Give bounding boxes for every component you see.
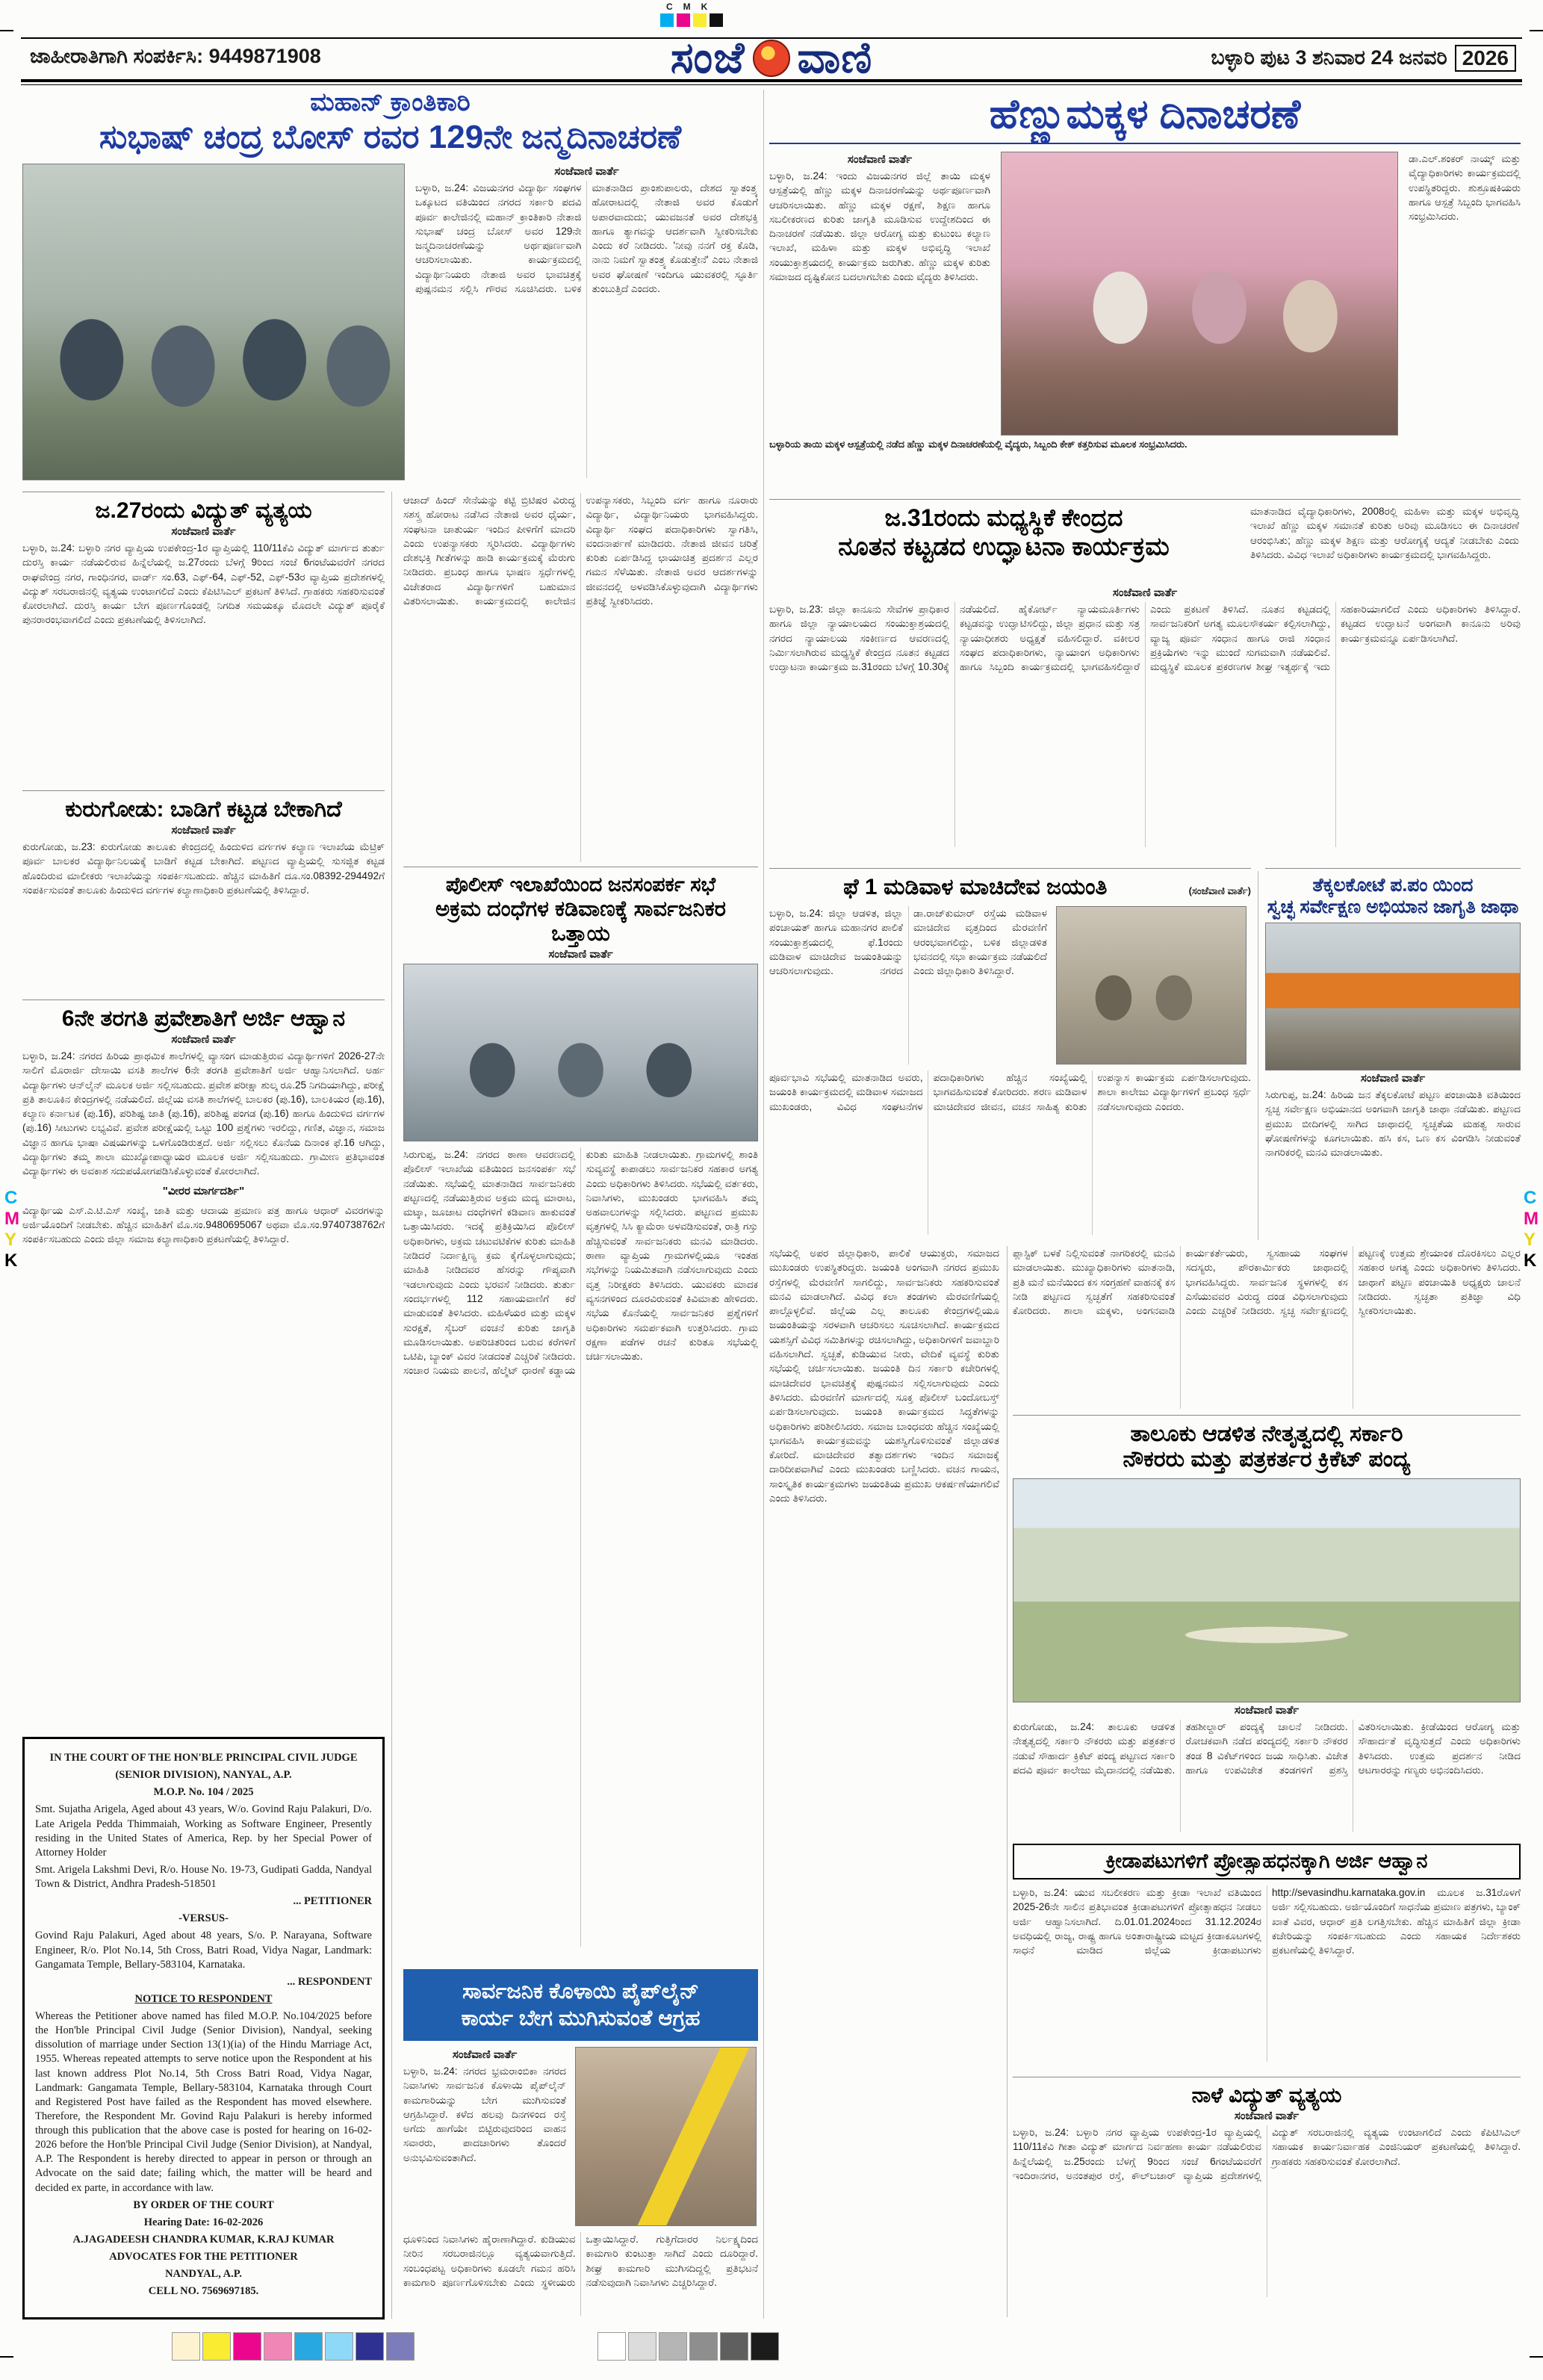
court-versus: -VERSUS-: [178, 1912, 229, 1925]
court-advocates-2: ADVOCATES FOR THE PETITIONER: [109, 2251, 298, 2263]
article-pipeline-title2: ಕಾರ್ಯ ಬೇಗ ಮುಗಿಸುವಂತೆ ಆಗ್ರಹ: [461, 2006, 701, 2030]
edition-year: 2026: [1455, 45, 1516, 72]
article-jan31-title1: ಜ.31ರಂದು ಮಧ್ಯಸ್ಥಿಕೆ ಕೇಂದ್ರದ: [884, 504, 1123, 531]
court-notice: [22, 1737, 385, 2319]
column-divider: [391, 492, 392, 2319]
court-advocates: A.JAGADEESH CHANDRA KUMAR, K.RAJ KUMAR: [72, 2233, 335, 2246]
article-class6: [22, 1000, 385, 1247]
photo-cricket-match: [1013, 1478, 1521, 1702]
gray-bar-swatch: [628, 2332, 656, 2361]
article-cricket-dateline: ಸಂಜೆವಾಣಿ ವಾರ್ತೆ: [1234, 1704, 1300, 1717]
column-divider: [763, 90, 764, 2319]
prepress-top-labels: [666, 1, 707, 12]
article-feb1-title: ಫೆ 1 ಮಡಿವಾಳ ಮಾಚಿದೇವ ಜಯಂತಿ: [843, 875, 1108, 899]
article-class6-title: 6ನೇ ತರಗತಿ ಪ್ರವೇಶಾತಿಗೆ ಅರ್ಜಿ ಆಹ್ವಾನ: [61, 1006, 346, 1031]
masthead-logo-icon: [753, 40, 790, 77]
crop-mark: [1530, 30, 1543, 31]
cyan-swatch: [660, 13, 674, 27]
article-power27-title: ಜ.27ರಂದು ವಿದ್ಯುತ್ ವ್ಯತ್ಯಯ: [95, 498, 312, 523]
article-sports: [1013, 1844, 1521, 2062]
article-tekka-title1: ತೆಕ್ಕಲಕೋಟೆ ಪ.ಪಂ ಯಿಂದ: [1312, 875, 1474, 896]
article-cricket-title2: ನೌಕರರು ಮತ್ತು ಪತ್ರಕರ್ತರ ಕ್ರಿಕೆಟ್ ಪಂದ್ಯ: [1123, 1447, 1411, 1472]
article-tekka-title2: ಸ್ವಚ್ಛ ಸರ್ವೇಕ್ಷಣ ಅಭಿಯಾನ ಜಾಗೃತಿ ಜಾಥಾ: [1267, 896, 1519, 917]
article-tekka: [1265, 868, 1521, 1230]
court-notice-title: NOTICE TO RESPONDENT: [134, 1992, 273, 2005]
article-police-title2: ಅಕ್ರಮ ದಂಧೆಗಳ ಕಡಿವಾಣಕ್ಕೆ ಸಾರ್ವಜನಿಕರ ಒತ್ತಾಯ: [435, 897, 727, 946]
masthead-left-text: ಸಂಜೆ: [670, 34, 745, 82]
article-cricket: [1013, 1415, 1521, 1832]
article-pipeline-headline: [403, 1969, 758, 2041]
cmyk-label-c: C: [666, 1, 673, 12]
masthead-right-text: ವಾಣಿ: [797, 34, 873, 82]
court-respondent-tag: ... RESPONDENT: [287, 1975, 372, 1988]
photo-police-meeting: [403, 964, 758, 1141]
article-class6-dateline: ಸಂಜೆವಾಣಿ ವಾರ್ತೆ: [171, 1033, 236, 1046]
article-girls-body-left: ಬಳ್ಳಾರಿ, ಜ.24: ಇಂದು ವಿಜಯನಗರ ಜಿಲ್ಲೆ ತಾಯಿ ಮಕ್ಕಳ ಆಸ್ಪತ್ರೆಯಲ್ಲಿ ಹೆಣ್ಣು ಮಕ್ಕಳ ದಿನಾಚರಣೆಯನ್ನು ಅರ್ಥಪೂರ್ಣವಾಗಿ ಆಚರಿಸಲಾಯಿತು. ಹೆಣ್ಣು ಮಕ್ಕಳ ರಕ್ಷಣೆ, ಶಿಕ್ಷಣ ಹಾಗೂ ಸಬಲೀಕರಣದ ಕುರಿತು ಜಾಗೃತಿ ಮೂಡಿಸುವ ಉದ್ದೇಶದಿಂದ ಈ ದಿನಾಚರಣೆ ನಡೆಯಿತು. ಜಿಲ್ಲಾ ಆರೋಗ್ಯ ಮತ್ತು ಕುಟುಂಬ ಕಲ್ಯಾಣ ಇಲಾಖೆ, ಮಹಿಳಾ ಮತ್ತು ಮಕ್ಕಳ ಅಭಿವೃದ್ಧಿ ಇಲಾಖೆ ಸಂಯುಕ್ತಾಶ್ರಯದಲ್ಲಿ ಕಾರ್ಯಕ್ರಮ ಜರುಗಿತು. ಹೆಣ್ಣು ಮಕ್ಕಳ ಕುರಿತು ಸಮಾಜದ ದೃಷ್ಟಿಕೋನ ಬದಲಾಗಬೇಕು ಎಂದು ವೈದ್ಯರು ತಿಳಿಸಿದರು.: [769, 170, 990, 283]
article-sports-body: ಬಳ್ಳಾರಿ, ಜ.24: ಯುವ ಸಬಲೀಕರಣ ಮತ್ತು ಕ್ರೀಡಾ ಇಲಾಖೆ ವತಿಯಿಂದ 2025-26ನೇ ಸಾಲಿನ ಪ್ರತಿಭಾವಂತ ಕ್ರೀಡಾಪಟುಗಳಿಗೆ ಪ್ರೋತ್ಸಾಹಧನ ನೀಡಲು ಅರ್ಜಿ ಆಹ್ವಾನಿಸಲಾಗಿದೆ. ದಿ.01.01.2024ರಿಂದ 31.12.2024ರ ಅವಧಿಯಲ್ಲಿ ರಾಜ್ಯ, ರಾಷ್ಟ್ರ ಹಾಗೂ ಅಂತಾರಾಷ್ಟ್ರೀಯ ಮಟ್ಟದ ಕ್ರೀಡಾಕೂಟಗಳಲ್ಲಿ ಸಾಧನೆ ಮಾಡಿದ ಜಿಲ್ಲೆಯ ಕ್ರೀಡಾಪಟುಗಳು http://sevasindhu.karnataka.gov.in ಮೂಲಕ ಜ.31ರೊಳಗೆ ಅರ್ಜಿ ಸಲ್ಲಿಸಬಹುದು. ಅರ್ಜಿಯೊಂದಿಗೆ ಸಾಧನೆಯ ಪ್ರಮಾಣ ಪತ್ರಗಳು, ಬ್ಯಾಂಕ್ ಖಾತೆ ವಿವರ, ಆಧಾರ್ ಪ್ರತಿ ಲಗತ್ತಿಸಬೇಕು. ಹೆಚ್ಚಿನ ಮಾಹಿತಿಗೆ ಜಿಲ್ಲಾ ಕ್ರೀಡಾ ಕಚೇರಿಯನ್ನು ಸಂಪರ್ಕಿಸಬಹುದು ಎಂದು ಸಹಾಯಕ ನಿರ್ದೇಶಕರು ಪ್ರಕಟಣೆಯಲ್ಲಿ ತಿಳಿಸಿದ್ದಾರೆ.: [1013, 1887, 1521, 1956]
color-bar-swatch: [325, 2332, 353, 2361]
photo-girls-day: [1001, 152, 1398, 436]
article-pipeline-body2: ಧೂಳಿನಿಂದ ನಿವಾಸಿಗಳು ಹೈರಾಣಾಗಿದ್ದಾರೆ. ಕುಡಿಯುವ ನೀರಿನ ಸರಬರಾಜಿನಲ್ಲೂ ವ್ಯತ್ಯಯವಾಗುತ್ತಿದೆ. ಸಂಬಂಧಪಟ್ಟ ಅಧಿಕಾರಿಗಳು ಕೂಡಲೇ ಗಮನ ಹರಿಸಿ ಕಾಮಗಾರಿ ಪೂರ್ಣಗೊಳಿಸಬೇಕು ಎಂದು ಸ್ಥಳೀಯರು ಒತ್ತಾಯಿಸಿದ್ದಾರೆ. ಗುತ್ತಿಗೆದಾರರ ನಿರ್ಲಕ್ಷ್ಯದಿಂದ ಕಾಮಗಾರಿ ಕುಂಟುತ್ತಾ ಸಾಗಿದೆ ಎಂದು ದೂರಿದ್ದಾರೆ. ಶೀಘ್ರ ಕಾಮಗಾರಿ ಮುಗಿಸದಿದ್ದಲ್ಲಿ ಪ್ರತಿಭಟನೆ ನಡೆಸುವುದಾಗಿ ನಿವಾಸಿಗಳು ಎಚ್ಚರಿಸಿದ್ದಾರೆ.: [403, 2234, 758, 2288]
article-girls-dateline: ಸಂಜೆವಾಣಿ ವಾರ್ತೆ: [847, 153, 913, 166]
court-by-order: BY ORDER OF THE COURT: [133, 2198, 274, 2211]
prepress-side-letters-left: [4, 1189, 19, 1270]
article-bose-kicker: ಮಹಾನ್ ಕ್ರಾಂತಿಕಾರಿ: [310, 88, 471, 117]
article-tekka-body: ಸಿರುಗುಪ್ಪ, ಜ.24: ಹಿರಿಯ ಜನ ತೆಕ್ಕಲಕೋಟೆ ಪಟ್ಟಣ ಪಂಚಾಯಿತಿ ವತಿಯಿಂದ ಸ್ವಚ್ಛ ಸರ್ವೇಕ್ಷಣ ಅಭಿಯಾನದ ಅಂಗವಾಗಿ ಜಾಗೃತಿ ಜಾಥಾ ನಡೆಯಿತು. ಪಟ್ಟಣದ ಪ್ರಮುಖ ಬೀದಿಗಳಲ್ಲಿ ಸಾಗಿದ ಜಾಥಾದಲ್ಲಿ ಸ್ವಚ್ಛತೆಯ ಮಹತ್ವ ಸಾರುವ ಘೋಷಣೆಗಳನ್ನು ಕೂಗಲಾಯಿತು. ಹಸಿ ಕಸ, ಒಣ ಕಸ ವಿಂಗಡಿಸಿ ನೀಡುವಂತೆ ನಾಗರಿಕರಲ್ಲಿ ಮನವಿ ಮಾಡಲಾಯಿತು.: [1265, 1089, 1521, 1159]
article-jan31-dateline: ಸಂಜೆವಾಣಿ ವಾರ್ತೆ: [1112, 586, 1178, 599]
yellow-swatch: [693, 13, 707, 27]
court-hearing-date: Hearing Date: 16-02-2026: [143, 2216, 264, 2228]
advertise-contact: ಜಾಹೀರಾತಿಗಾಗಿ ಸಂಪರ್ಕಿಸಿ: 9449871908: [30, 45, 321, 67]
crop-mark: [1530, 2356, 1543, 2358]
cmyk-letter-y: Y: [1524, 1230, 1536, 1250]
article-powtom-body: ಬಳ್ಳಾರಿ, ಜ.24: ಬಳ್ಳಾರಿ ನಗರ ವ್ಯಾಪ್ತಿಯ ಉಪಕೇಂದ್ರ-1ರ ವ್ಯಾಪ್ತಿಯಲ್ಲಿ 110/11ಕೆವಿ ಗೀತಾ ವಿದ್ಯುತ್ ಮಾರ್ಗದ ನಿರ್ವಹಣಾ ಕಾರ್ಯ ನಡೆಯಲಿರುವ ಹಿನ್ನೆಲೆಯಲ್ಲಿ ಜ.25ರಂದು ಬೆಳಗ್ಗೆ 9ರಿಂದ ಸಂಜೆ 6ಗಂಟೆಯವರೆಗೆ ಇಂದಿರಾನಗರ, ಅನಂತಪುರ ರಸ್ತೆ, ಕೌಲ್‌ಬಜಾರ್ ವ್ಯಾಪ್ತಿಯ ಪ್ರದೇಶಗಳಲ್ಲಿ ವಿದ್ಯುತ್ ಸರಬರಾಜಿನಲ್ಲಿ ವ್ಯತ್ಯಯ ಉಂಟಾಗಲಿದೆ ಎಂದು ಕೆಪಿಟಿಸಿಎಲ್ ಸಹಾಯಕ ಕಾರ್ಯನಿರ್ವಾಹಕ ಎಂಜಿನಿಯರ್ ಪ್ರಕಟಣೆಯಲ್ಲಿ ತಿಳಿಸಿದ್ದಾರೆ. ಗ್ರಾಹಕರು ಸಹಕರಿಸುವಂತೆ ಕೋರಲಾಗಿದೆ.: [1013, 2127, 1521, 2181]
cmyk-letter-c: C: [1524, 1188, 1537, 1208]
article-sports-title: ಕ್ರೀಡಾಪಟುಗಳಿಗೆ ಪ್ರೋತ್ಸಾಹಧನಕ್ಕಾಗಿ ಅರ್ಜಿ ಆಹ್ವಾನ: [1013, 1844, 1521, 1879]
article-girls-title: ಹೆಣ್ಣುಮಕ್ಕಳ ದಿನಾಚರಣೆ: [769, 91, 1521, 144]
article-police: [403, 867, 758, 1947]
court-notice-body: Whereas the Petitioner above named has filed M.O.P. No.104/2025 before the Hon'ble Principal Civil Judge (Senior Division), Nandyal, seeking dissolution of marriage under Section 13(1)(ia) of the Hindu Marriage Act, 1955. Whereas repeated attempts to serve notice upon the Respondent at his last known address Plot No.14, 5th Cross Batri Road, Vidya Nagar, Landmark: Gangamata Temple, Bellary-583104, Karnataka through Court and Registered Post have failed as the Respondent has moved elsewhere. Therefore, the Respondent Mr. Govind Raju Palakuri is hereby informed through this publication that the above case is posted for hearing on 16-02-2026 before the Hon'ble Principal Civil Judge (Senior Division), at Nandyal, A.P. The Respondent is hereby directed to appear in person or through an Advocate on the said date; failing which, the matter will be heard and decided ex parte, in accordance with law.: [35, 2010, 372, 2194]
court-petitioner-2: Smt. Arigela Lakshmi Devi, R/o. House No. 19-73, Gudipati Gadda, Nandyal Town & District, Andhra Pradesh-518501: [35, 1863, 372, 1890]
color-bar-swatch: [172, 2332, 200, 2361]
gray-bar-swatch: [720, 2332, 748, 2361]
article-police-body: ಸಿರುಗುಪ್ಪ, ಜ.24: ನಗರದ ಠಾಣಾ ಆವರಣದಲ್ಲಿ ಪೊಲೀಸ್ ಇಲಾಖೆಯ ವತಿಯಿಂದ ಜನಸಂಪರ್ಕ ಸಭೆ ನಡೆಯಿತು. ಸಭೆಯಲ್ಲಿ ಮಾತನಾಡಿದ ಸಾರ್ವಜನಿಕರು ಪಟ್ಟಣದಲ್ಲಿ ನಡೆಯುತ್ತಿರುವ ಅಕ್ರಮ ಮದ್ಯ ಮಾರಾಟ, ಮಟ್ಕಾ, ಜೂಜಾಟ ದಂಧೆಗಳಿಗೆ ಕಡಿವಾಣ ಹಾಕುವಂತೆ ಒತ್ತಾಯಿಸಿದರು. ಇದಕ್ಕೆ ಪ್ರತಿಕ್ರಿಯಿಸಿದ ಪೊಲೀಸ್ ಅಧಿಕಾರಿಗಳು, ಅಕ್ರಮ ಚಟುವಟಿಕೆಗಳ ಕುರಿತು ಮಾಹಿತಿ ನೀಡಿದರೆ ನಿರ್ದಾಕ್ಷಿಣ್ಯ ಕ್ರಮ ಕೈಗೊಳ್ಳಲಾಗುವುದು; ಮಾಹಿತಿ ನೀಡಿದವರ ಹೆಸರನ್ನು ಗೌಪ್ಯವಾಗಿ ಇಡಲಾಗುವುದು ಎಂದು ಭರವಸೆ ನೀಡಿದರು. ತುರ್ತು ಸಂದರ್ಭಗಳಲ್ಲಿ 112 ಸಹಾಯವಾಣಿಗೆ ಕರೆ ಮಾಡುವಂತೆ ತಿಳಿಸಿದರು. ಮಹಿಳೆಯರ ಮತ್ತು ಮಕ್ಕಳ ಸುರಕ್ಷತೆ, ಸೈಬರ್ ವಂಚನೆ ಕುರಿತು ಜಾಗೃತಿ ಮೂಡಿಸಲಾಯಿತು. ಅಪರಿಚಿತರಿಂದ ಬರುವ ಕರೆಗಳಿಗೆ ಒಟಿಪಿ, ಬ್ಯಾಂಕ್ ವಿವರ ನೀಡದಂತೆ ಎಚ್ಚರಿಕೆ ನೀಡಿದರು. ಸಂಚಾರ ನಿಯಮ ಪಾಲನೆ, ಹೆಲ್ಮೆಟ್ ಧಾರಣೆ ಕಡ್ಡಾಯ ಕುರಿತು ಮಾಹಿತಿ ನೀಡಲಾಯಿತು. ಗ್ರಾಮಗಳಲ್ಲಿ ಶಾಂತಿ ಸುವ್ಯವಸ್ಥೆ ಕಾಪಾಡಲು ಸಾರ್ವಜನಿಕರ ಸಹಕಾರ ಅಗತ್ಯ ಎಂದು ಅಧಿಕಾರಿಗಳು ತಿಳಿಸಿದರು. ಸಭೆಯಲ್ಲಿ ವರ್ತಕರು, ನಿವಾಸಿಗಳು, ಮುಖಂಡರು ಭಾಗವಹಿಸಿ ತಮ್ಮ ಅಹವಾಲುಗಳನ್ನು ಸಲ್ಲಿಸಿದರು. ಪಟ್ಟಣದ ಪ್ರಮುಖ ವೃತ್ತಗಳಲ್ಲಿ ಸಿಸಿ ಕ್ಯಾಮೆರಾ ಅಳವಡಿಸುವಂತೆ, ರಾತ್ರಿ ಗಸ್ತು ಹೆಚ್ಚಿಸುವಂತೆ ಸಾರ್ವಜನಿಕರು ಮನವಿ ಮಾಡಿದರು. ಠಾಣಾ ವ್ಯಾಪ್ತಿಯ ಗ್ರಾಮಗಳಲ್ಲಿಯೂ ಇಂತಹ ಸಭೆಗಳನ್ನು ನಿಯಮಿತವಾಗಿ ನಡೆಸಲಾಗುವುದು ಎಂದು ವೃತ್ತ ನಿರೀಕ್ಷಕರು ತಿಳಿಸಿದರು. ಯುವಕರು ಮಾದಕ ವ್ಯಸನಗಳಿಂದ ದೂರವಿರುವಂತೆ ಕಿವಿಮಾತು ಹೇಳಿದರು. ಸಭೆಯ ಕೊನೆಯಲ್ಲಿ ಸಾರ್ವಜನಿಕರ ಪ್ರಶ್ನೆಗಳಿಗೆ ಅಧಿಕಾರಿಗಳು ಸಮರ್ಪಕವಾಗಿ ಉತ್ತರಿಸಿದರು. ಗ್ರಾಮ ರಕ್ಷಣಾ ಪಡೆಗಳ ರಚನೆ ಕುರಿತೂ ಸಭೆಯಲ್ಲಿ ಚರ್ಚಿಸಲಾಯಿತು.: [403, 1149, 758, 1377]
court-respondent: Govind Raju Palakuri, Aged about 48 years, S/o. P. Narayana, Software Engineer, R/o. Plot No.14, 5th Cross, Batri Road, Vidya Nagar, Landmark: Gangamata Temple, Bellary-583104, Karnataka.: [35, 1930, 372, 1971]
article-power27-body: ಬಳ್ಳಾರಿ, ಜ.24: ಬಳ್ಳಾರಿ ನಗರ ವ್ಯಾಪ್ತಿಯ ಉಪಕೇಂದ್ರ-1ರ ವ್ಯಾಪ್ತಿಯಲ್ಲಿ 110/11ಕೆವಿ ವಿದ್ಯುತ್ ಮಾರ್ಗದ ತುರ್ತು ದುರಸ್ತಿ ಕಾರ್ಯ ನಡೆಯಲಿರುವ ಹಿನ್ನೆಲೆಯಲ್ಲಿ ಜ.27ರಂದು ಬೆಳಗ್ಗೆ 9ರಿಂದ ಸಂಜೆ 6ಗಂಟೆಯವರೆಗೆ ನಗರದ ರಾಘವೇಂದ್ರ ನಗರ, ಗಾಂಧಿನಗರ, ವಾರ್ಡ್ ಸಂ.63, ಎಫ್-64, ಎಫ್-52, ಎಫ್-53ರ ವ್ಯಾಪ್ತಿಯ ಪ್ರದೇಶಗಳಲ್ಲಿ ವಿದ್ಯುತ್ ಸರಬರಾಜಿನಲ್ಲಿ ವ್ಯತ್ಯಯ ಉಂಟಾಗಲಿದೆ ಎಂದು ಕೆಪಿಟಿಸಿಎಲ್ ಪ್ರಕಟಣೆ ತಿಳಿಸಿದೆ. ಗ್ರಾಹಕರು ಸಹಕರಿಸುವಂತೆ ಕೋರಲಾಗಿದೆ. ದುರಸ್ತಿ ಕಾರ್ಯ ಬೇಗ ಪೂರ್ಣಗೊಂಡಲ್ಲಿ ನಿಗದಿತ ಸಮಯಕ್ಕೂ ಮೊದಲೇ ವಿದ್ಯುತ್ ಪೂರೈಕೆ ಪುನರಾರಂಭವಾಗಲಿದೆ ಎಂದು ಪ್ರಕಟಣೆಯಲ್ಲಿ ತಿಳಿಸಲಾಗಿದೆ.: [22, 542, 385, 626]
court-cell: CELL NO. 7569697185.: [148, 2285, 259, 2298]
photo-girls-day-caption: ಬಳ್ಳಾರಿಯ ತಾಯಿ ಮಕ್ಕಳ ಆಸ್ಪತ್ರೆಯಲ್ಲಿ ನಡೆದ ಹೆಣ್ಣು ಮಕ್ಕಳ ದಿನಾಚರಣೆಯಲ್ಲಿ ವೈದ್ಯರು, ಸಿಬ್ಬಂದಿ ಕೇಕ್ ಕತ್ತರಿಸುವ ಮೂಲಕ ಸಂಭ್ರಮಿಸಿದರು.: [769, 438, 1187, 450]
article-kurugodu: [22, 790, 385, 989]
cmyk-letter-m: M: [4, 1209, 19, 1229]
article-girls-more: ಮಾತನಾಡಿದ ವೈದ್ಯಾಧಿಕಾರಿಗಳು, 2008ರಲ್ಲಿ ಮಹಿಳಾ ಮತ್ತು ಮಕ್ಕಳ ಅಭಿವೃದ್ಧಿ ಇಲಾಖೆ ಹೆಣ್ಣು ಮಕ್ಕಳ ಸಮಾನತೆ ಕುರಿತು ಅರಿವು ಮೂಡಿಸಲು ಈ ದಿನಾಚರಣೆ ಆರಂಭಿಸಿತು; ಹೆಣ್ಣು ಮಕ್ಕಳ ಶಿಕ್ಷಣ ಮತ್ತು ಆರೋಗ್ಯಕ್ಕೆ ಆದ್ಯತೆ ನೀಡಬೇಕು ಎಂದು ತಿಳಿಸಿದರು. ವಿವಿಧ ಇಲಾಖೆ ಅಧಿಕಾರಿಗಳು ಕಾರ್ಯಕ್ರಮದಲ್ಲಿ ಭಾಗವಹಿಸಿದ್ದರು.: [1250, 506, 1519, 560]
article-power27: [22, 492, 385, 787]
photo-tekka-jatha: [1265, 923, 1521, 1070]
color-bar-swatch: [294, 2332, 323, 2361]
article-powtom: [1013, 2077, 1521, 2297]
court-petitioner-tag: ... PETITIONER: [293, 1895, 372, 1908]
article-jan31: [769, 499, 1521, 847]
article-pipeline: [403, 1969, 758, 2316]
article-bose-dateline: ಸಂಜೆವಾಣಿ ವಾರ್ತೆ: [554, 165, 619, 178]
gray-bar-swatch: [751, 2332, 779, 2361]
gray-bar-swatch: [597, 2332, 626, 2361]
article-class6-body: ಬಳ್ಳಾರಿ, ಜ.24: ನಗರದ ಹಿರಿಯ ಪ್ರಾಥಮಿಕ ಶಾಲೆಗಳಲ್ಲಿ ವ್ಯಾಸಂಗ ಮಾಡುತ್ತಿರುವ ವಿದ್ಯಾರ್ಥಿಗಳಿಗೆ 2026-27ನೇ ಸಾಲಿಗೆ ಮೊರಾರ್ಜಿ ದೇಸಾಯಿ ವಸತಿ ಶಾಲೆಗಳ 6ನೇ ತರಗತಿ ಪ್ರವೇಶಾತಿಗೆ ಅರ್ಜಿ ಆಹ್ವಾನಿಸಲಾಗಿದೆ. ಅರ್ಹ ವಿದ್ಯಾರ್ಥಿಗಳು ಆನ್‌ಲೈನ್ ಮೂಲಕ ಅರ್ಜಿ ಸಲ್ಲಿಸಬಹುದು. ಪ್ರವೇಶ ಪರೀಕ್ಷಾ ಶುಲ್ಕ ರೂ.25 ನಿಗದಿಯಾಗಿದ್ದು, ಪರೀಕ್ಷೆ ಪ್ರತಿ ತಾಲೂಕಿನ ಕೇಂದ್ರಗಳಲ್ಲಿ ನಡೆಯಲಿದೆ. ಜಿಲ್ಲೆಯ ವಸತಿ ಶಾಲೆಗಳಲ್ಲಿ ಬಾಲಕರ (ಪು.16), ಬಾಲಕಿಯರ (ಪು.16), ಕಲ್ಯಾಣ ಕರ್ನಾಟಕ (ಪು.16), ಪರಿಶಿಷ್ಟ ಜಾತಿ (ಪು.16), ಪರಿಶಿಷ್ಟ ಪಂಗಡ (ಪು.16) ಹಾಗೂ ಹಿಂದುಳಿದ ವರ್ಗಗಳ (ಪು.16) ಸೀಟುಗಳು ಲಭ್ಯವಿವೆ. ಪ್ರವೇಶ ಪರೀಕ್ಷೆಯಲ್ಲಿ ಒಟ್ಟು 100 ಪ್ರಶ್ನೆಗಳು ಇರಲಿದ್ದು, ಗಣಿತ, ವಿಜ್ಞಾನ, ಸಮಾಜ ವಿಜ್ಞಾನ ಹಾಗೂ ಭಾಷಾ ವಿಷಯಗಳನ್ನು ಒಳಗೊಂಡಿರುತ್ತದೆ. ಅರ್ಜಿ ಸಲ್ಲಿಸಲು ಕೊನೆಯ ದಿನಾಂಕ ಫೆ.16 ಆಗಿದ್ದು, ವಿದ್ಯಾರ್ಥಿಗಳು ತಮ್ಮ ಶಾಲಾ ಮುಖ್ಯೋಪಾಧ್ಯಾಯರ ಮೂಲಕ ಅರ್ಜಿ ಸಲ್ಲಿಸಬಹುದು. ಗ್ರಾಮೀಣ ಪ್ರತಿಭಾವಂತ ವಿದ್ಯಾರ್ಥಿಗಳು ಈ ಅವಕಾಶ ಸದುಪಯೋಗಪಡಿಸಿಕೊಳ್ಳುವಂತೆ ಕೋರಲಾಗಿದೆ.: [22, 1050, 385, 1177]
article-cricket-body: ಕುರುಗೋಡು, ಜ.24: ತಾಲೂಕು ಆಡಳಿತ ನೇತೃತ್ವದಲ್ಲಿ ಸರ್ಕಾರಿ ನೌಕರರು ಮತ್ತು ಪತ್ರಕರ್ತರ ನಡುವೆ ಸೌಹಾರ್ದ ಕ್ರಿಕೆಟ್ ಪಂದ್ಯ ಪಟ್ಟಣದ ಸರ್ಕಾರಿ ಪದವಿ ಪೂರ್ವ ಕಾಲೇಜು ಮೈದಾನದಲ್ಲಿ ನಡೆಯಿತು. ತಹಶೀಲ್ದಾರ್ ಪಂದ್ಯಕ್ಕೆ ಚಾಲನೆ ನೀಡಿದರು. ರೋಚಕವಾಗಿ ನಡೆದ ಪಂದ್ಯದಲ್ಲಿ ಸರ್ಕಾರಿ ನೌಕರರ ತಂಡ 8 ವಿಕೆಟ್‌ಗಳಿಂದ ಜಯ ಸಾಧಿಸಿತು. ವಿಜೇತ ಹಾಗೂ ಉಪವಿಜೇತ ತಂಡಗಳಿಗೆ ಪ್ರಶಸ್ತಿ ವಿತರಿಸಲಾಯಿತು. ಕ್ರೀಡೆಯಿಂದ ಆರೋಗ್ಯ ಮತ್ತು ಸೌಹಾರ್ದತೆ ವೃದ್ಧಿಸುತ್ತದೆ ಎಂದು ಅಧಿಕಾರಿಗಳು ತಿಳಿಸಿದರು. ಉತ್ತಮ ಪ್ರದರ್ಶನ ನೀಡಿದ ಆಟಗಾರರನ್ನು ಗಣ್ಯರು ಅಭಿನಂದಿಸಿದರು.: [1013, 1721, 1521, 1776]
article-feb1-body: ಬಳ್ಳಾರಿ, ಜ.24: ಜಿಲ್ಲಾ ಆಡಳಿತ, ಜಿಲ್ಲಾ ಪಂಚಾಯತ್ ಹಾಗೂ ಮಹಾನಗರ ಪಾಲಿಕೆ ಸಂಯುಕ್ತಾಶ್ರಯದಲ್ಲಿ ಫೆ.1ರಂದು ಮಡಿವಾಳ ಮಾಚಿದೇವ ಜಯಂತಿಯನ್ನು ಆಚರಿಸಲಾಗುವುದು. ನಗರದ ಡಾ.ರಾಜ್‌ಕುಮಾರ್ ರಸ್ತೆಯ ಮಡಿವಾಳ ಮಾಚಿದೇವ ವೃತ್ತದಿಂದ ಮೆರವಣಿಗೆ ಆರಂಭವಾಗಲಿದ್ದು, ಬಳಿಕ ಜಿಲ್ಲಾಡಳಿತ ಭವನದಲ್ಲಿ ಸಭಾ ಕಾರ್ಯಕ್ರಮ ನಡೆಯಲಿದೆ ಎಂದು ಜಿಲ್ಲಾಧಿಕಾರಿ ತಿಳಿಸಿದ್ದಾರೆ.: [769, 908, 1047, 977]
crop-mark: [0, 30, 13, 31]
magenta-swatch: [677, 13, 690, 27]
prepress-gray-bar: [597, 2332, 779, 2361]
article-bose: [22, 88, 758, 480]
article-bose-body: ಬಳ್ಳಾರಿ, ಜ.24: ವಿಜಯನಗರ ವಿದ್ಯಾರ್ಥಿ ಸಂಘಗಳ ಒಕ್ಕೂಟದ ವತಿಯಿಂದ ನಗರದ ಸರ್ಕಾರಿ ಪದವಿ ಪೂರ್ವ ಕಾಲೇಜಿನಲ್ಲಿ ಮಹಾನ್ ಕ್ರಾಂತಿಕಾರಿ ನೇತಾಜಿ ಸುಭಾಷ್ ಚಂದ್ರ ಬೋಸ್ ಅವರ 129ನೇ ಜನ್ಮದಿನಾಚರಣೆಯನ್ನು ಅರ್ಥಪೂರ್ಣವಾಗಿ ಆಚರಿಸಲಾಯಿತು. ಕಾರ್ಯಕ್ರಮದಲ್ಲಿ ವಿದ್ಯಾರ್ಥಿನಿಯರು ನೇತಾಜಿ ಅವರ ಭಾವಚಿತ್ರಕ್ಕೆ ಪುಷ್ಪನಮನ ಸಲ್ಲಿಸಿ ಗೌರವ ಸೂಚಿಸಿದರು. ಬಳಿಕ ಮಾತನಾಡಿದ ಪ್ರಾಂಶುಪಾಲರು, ದೇಶದ ಸ್ವಾತಂತ್ರ್ಯ ಹೋರಾಟದಲ್ಲಿ ನೇತಾಜಿ ಅವರ ಕೊಡುಗೆ ಅಪಾರವಾದುದು; ಯುವಜನತೆ ಅವರ ದೇಶಭಕ್ತಿ ಹಾಗೂ ತ್ಯಾಗವನ್ನು ಆದರ್ಶವಾಗಿ ಸ್ವೀಕರಿಸಬೇಕು ಎಂದು ಕರೆ ನೀಡಿದರು. 'ನೀವು ನನಗೆ ರಕ್ತ ಕೊಡಿ, ನಾನು ನಿಮಗೆ ಸ್ವಾತಂತ್ರ್ಯ ಕೊಡುತ್ತೇನೆ' ಎಂಬ ನೇತಾಜಿ ಅವರ ಘೋಷಣೆ ಇಂದಿಗೂ ಯುವಕರಲ್ಲಿ ಸ್ಫೂರ್ತಿ ತುಂಬುತ್ತಿದೆ ಎಂದರು.: [415, 182, 758, 295]
article-pipeline-body: ಬಳ್ಳಾರಿ, ಜ.24: ನಗರದ ಭ್ರಮರಾಂಬಿಕಾ ನಗರದ ನಿವಾಸಿಗಳು ಸಾರ್ವಜನಿಕ ಕೊಳಾಯಿ ಪೈಪ್‌ಲೈನ್ ಕಾಮಗಾರಿಯನ್ನು ಬೇಗ ಮುಗಿಸುವಂತೆ ಆಗ್ರಹಿಸಿದ್ದಾರೆ. ಕಳೆದ ಹಲವು ದಿನಗಳಿಂದ ರಸ್ತೆ ಅಗೆದು ಹಾಗೆಯೇ ಬಿಟ್ಟಿರುವುದರಿಂದ ವಾಹನ ಸವಾರರು, ಪಾದಚಾರಿಗಳು ತೊಂದರೆ ಅನುಭವಿಸುವಂತಾಗಿದೆ.: [403, 2066, 566, 2163]
article-girls: [769, 91, 1521, 451]
article-class6-body2: ವಿದ್ಯಾರ್ಥಿಯ ಎಸ್.ಎ.ಟಿ.ಎಸ್ ಸಂಖ್ಯೆ, ಜಾತಿ ಮತ್ತು ಆದಾಯ ಪ್ರಮಾಣ ಪತ್ರ ಹಾಗೂ ಆಧಾರ್ ವಿವರಗಳನ್ನು ಅರ್ಜಿಯೊಂದಿಗೆ ನೀಡಬೇಕು. ಹೆಚ್ಚಿನ ಮಾಹಿತಿಗೆ ಮೊ.ಸಂ.9480695067 ಅಥವಾ ಮೊ.ಸಂ.9740738762ಗೆ ಸಂಪರ್ಕಿಸಬಹುದು ಎಂದು ಜಿಲ್ಲಾ ಸಮಾಜ ಕಲ್ಯಾಣಾಧಿಕಾರಿ ಪ್ರಕಟಣೆಯಲ್ಲಿ ತಿಳಿಸಿದ್ದಾರೆ.: [22, 1204, 385, 1245]
article-feb1: [769, 868, 1251, 1235]
header-rule-bottom2: [21, 84, 1522, 85]
color-bar-swatch: [264, 2332, 292, 2361]
photo-pipeline-road: [575, 2047, 757, 2226]
column-divider: [1007, 1246, 1008, 2317]
court-place: NANDYAL, A.P.: [165, 2268, 242, 2281]
article-tekka-more: ಪ್ಲಾಸ್ಟಿಕ್ ಬಳಕೆ ನಿಲ್ಲಿಸುವಂತೆ ನಾಗರಿಕರಲ್ಲಿ ಮನವಿ ಮಾಡಲಾಯಿತು. ಮುಖ್ಯಾಧಿಕಾರಿಗಳು ಮಾತನಾಡಿ, ಪ್ರತಿ ಮನೆ ಮನೆಯಿಂದ ಕಸ ಸಂಗ್ರಹಣೆ ವಾಹನಕ್ಕೆ ಕಸ ನೀಡಿ ಪಟ್ಟಣದ ಸ್ವಚ್ಛತೆಗೆ ಸಹಕರಿಸುವಂತೆ ಕೋರಿದರು. ಶಾಲಾ ಮಕ್ಕಳು, ಅಂಗನವಾಡಿ ಕಾರ್ಯಕರ್ತೆಯರು, ಸ್ವಸಹಾಯ ಸಂಘಗಳ ಸದಸ್ಯರು, ಪೌರಕಾರ್ಮಿಕರು ಜಾಥಾದಲ್ಲಿ ಭಾಗವಹಿಸಿದ್ದರು. ಸಾರ್ವಜನಿಕ ಸ್ಥಳಗಳಲ್ಲಿ ಕಸ ಎಸೆಯುವವರ ವಿರುದ್ಧ ದಂಡ ವಿಧಿಸಲಾಗುವುದು ಎಂದು ಎಚ್ಚರಿಕೆ ನೀಡಿದರು. ಸ್ವಚ್ಛ ಸರ್ವೇಕ್ಷಣದಲ್ಲಿ ಪಟ್ಟಣಕ್ಕೆ ಉತ್ತಮ ಶ್ರೇಯಾಂಕ ದೊರಕಿಸಲು ಎಲ್ಲರ ಸಹಕಾರ ಅಗತ್ಯ ಎಂದು ಅಧಿಕಾರಿಗಳು ತಿಳಿಸಿದರು. ಜಾಥಾಗೆ ಪಟ್ಟಣ ಪಂಚಾಯಿತಿ ಅಧ್ಯಕ್ಷರು ಚಾಲನೆ ನೀಡಿದರು. ಸ್ವಚ್ಛತಾ ಪ್ರತಿಜ್ಞಾ ವಿಧಿ ಸ್ವೀಕರಿಸಲಾಯಿತು.: [1013, 1248, 1521, 1317]
gray-bar-swatch: [659, 2332, 687, 2361]
article-feb1-dateline: (ಸಂಜೆವಾಣಿ ವಾರ್ತೆ): [1188, 885, 1251, 896]
article-power27-dateline: ಸಂಜೆವಾಣಿ ವಾರ್ತೆ: [171, 525, 236, 538]
cmyk-letter-y: Y: [4, 1230, 17, 1250]
prepress-color-bar: [172, 2332, 415, 2361]
cmyk-letter-k: K: [4, 1251, 18, 1271]
article-jan31-body: ಬಳ್ಳಾರಿ, ಜ.23: ಜಿಲ್ಲಾ ಕಾನೂನು ಸೇವೆಗಳ ಪ್ರಾಧಿಕಾರ ಹಾಗೂ ಜಿಲ್ಲಾ ನ್ಯಾಯಾಲಯದ ಸಂಯುಕ್ತಾಶ್ರಯದಲ್ಲಿ ನಗರದ ನ್ಯಾಯಾಲಯ ಸಂಕೀರ್ಣದ ಆವರಣದಲ್ಲಿ ನಿರ್ಮಿಸಲಾಗಿರುವ ಮಧ್ಯಸ್ಥಿಕೆ ಕೇಂದ್ರದ ನೂತನ ಕಟ್ಟಡದ ಉದ್ಘಾಟನಾ ಕಾರ್ಯಕ್ರಮ ಜ.31ರಂದು ಬೆಳಗ್ಗೆ 10.30ಕ್ಕೆ ನಡೆಯಲಿದೆ. ಹೈಕೋರ್ಟ್ ನ್ಯಾಯಮೂರ್ತಿಗಳು ಕಟ್ಟಡವನ್ನು ಉದ್ಘಾಟಿಸಲಿದ್ದು, ಜಿಲ್ಲಾ ಪ್ರಧಾನ ಮತ್ತು ಸತ್ರ ನ್ಯಾಯಾಧೀಶರು ಅಧ್ಯಕ್ಷತೆ ವಹಿಸಲಿದ್ದಾರೆ. ವಕೀಲರ ಸಂಘದ ಪದಾಧಿಕಾರಿಗಳು, ನ್ಯಾಯಾಂಗ ಅಧಿಕಾರಿಗಳು ಹಾಗೂ ಸಿಬ್ಬಂದಿ ಕಾರ್ಯಕ್ರಮದಲ್ಲಿ ಭಾಗವಹಿಸಲಿದ್ದಾರೆ ಎಂದು ಪ್ರಕಟಣೆ ತಿಳಿಸಿದೆ. ನೂತನ ಕಟ್ಟಡದಲ್ಲಿ ಸಾರ್ವಜನಿಕರಿಗೆ ಅಗತ್ಯ ಮೂಲಸೌಕರ್ಯ ಕಲ್ಪಿಸಲಾಗಿದ್ದು, ವ್ಯಾಜ್ಯ ಪೂರ್ವ ಸಂಧಾನ ಹಾಗೂ ರಾಜಿ ಸಂಧಾನ ಪ್ರಕ್ರಿಯೆಗಳು ಇನ್ನು ಮುಂದೆ ಸುಗಮವಾಗಿ ನಡೆಯಲಿವೆ. ಮಧ್ಯಸ್ಥಿಕೆ ಮೂಲಕ ಪ್ರಕರಣಗಳ ಶೀಘ್ರ ಇತ್ಯರ್ಥಕ್ಕೆ ಇದು ಸಹಕಾರಿಯಾಗಲಿದೆ ಎಂದು ಅಧಿಕಾರಿಗಳು ತಿಳಿಸಿದ್ದಾರೆ. ಕಟ್ಟಡದ ಉದ್ಘಾಟನೆ ಅಂಗವಾಗಿ ಕಾನೂನು ಅರಿವು ಕಾರ್ಯಕ್ರಮವನ್ನೂ ಏರ್ಪಡಿಸಲಾಗಿದೆ.: [769, 604, 1521, 673]
article-bose-body-continued: ಆಜಾದ್ ಹಿಂದ್ ಸೇನೆಯನ್ನು ಕಟ್ಟಿ ಬ್ರಿಟಿಷರ ವಿರುದ್ಧ ಸಶಸ್ತ್ರ ಹೋರಾಟ ನಡೆಸಿದ ನೇತಾಜಿ ಅವರ ಧೈರ್ಯ, ಸಂಘಟನಾ ಚಾತುರ್ಯ ಇಂದಿನ ಪೀಳಿಗೆಗೆ ಮಾದರಿ ಎಂದು ಉಪನ್ಯಾಸಕರು ಸ್ಮರಿಸಿದರು. ವಿದ್ಯಾರ್ಥಿಗಳು ದೇಶಭಕ್ತಿ ಗೀತೆಗಳನ್ನು ಹಾಡಿ ಕಾರ್ಯಕ್ರಮಕ್ಕೆ ಮೆರುಗು ನೀಡಿದರು. ಪ್ರಬಂಧ ಹಾಗೂ ಭಾಷಣ ಸ್ಪರ್ಧೆಗಳಲ್ಲಿ ವಿಜೇತರಾದ ವಿದ್ಯಾರ್ಥಿಗಳಿಗೆ ಬಹುಮಾನ ವಿತರಿಸಲಾಯಿತು. ಕಾರ್ಯಕ್ರಮದಲ್ಲಿ ಕಾಲೇಜಿನ ಉಪನ್ಯಾಸಕರು, ಸಿಬ್ಬಂದಿ ವರ್ಗ ಹಾಗೂ ನೂರಾರು ವಿದ್ಯಾರ್ಥಿ, ವಿದ್ಯಾರ್ಥಿನಿಯರು ಭಾಗವಹಿಸಿದ್ದರು. ವಿದ್ಯಾರ್ಥಿ ಸಂಘದ ಪದಾಧಿಕಾರಿಗಳು ಸ್ವಾಗತಿಸಿ, ವಂದನಾರ್ಪಣೆ ಮಾಡಿದರು. ನೇತಾಜಿ ಜೀವನ ಚರಿತ್ರೆ ಕುರಿತು ಏರ್ಪಡಿಸಿದ್ದ ಛಾಯಾಚಿತ್ರ ಪ್ರದರ್ಶನ ಎಲ್ಲರ ಗಮನ ಸೆಳೆಯಿತು. ನೇತಾಜಿ ಅವರ ಆದರ್ಶಗಳನ್ನು ಜೀವನದಲ್ಲಿ ಅಳವಡಿಸಿಕೊಳ್ಳುವುದಾಗಿ ವಿದ್ಯಾರ್ಥಿಗಳು ಪ್ರತಿಜ್ಞೆ ಸ್ವೀಕರಿಸಿದರು.: [403, 495, 758, 607]
court-header-2: (SENIOR DIVISION), NANYAL, A.P.: [115, 1769, 292, 1782]
photo-bose-event: [22, 164, 405, 480]
article-police-title1: ಪೊಲೀಸ್ ಇಲಾಖೆಯಿಂದ ಜನಸಂಪರ್ಕ ಸಭೆ: [445, 873, 716, 896]
cmyk-letter-m: M: [1524, 1209, 1539, 1229]
court-case-number: M.O.P. No. 104 / 2025: [153, 1786, 254, 1799]
gray-bar-swatch: [689, 2332, 718, 2361]
court-petitioner: Smt. Sujatha Arigela, Aged about 43 years, W/o. Govind Raju Palakuri, D/o. Late Arigela Pedda Thimmaiah, Working as Software Engineer, Presently residing in the United States of America, Rep. by her Special Power of Attorney Holder: [35, 1803, 372, 1859]
color-bar-swatch: [356, 2332, 384, 2361]
article-class6-quote: "ವೀರರ ಮಾರ್ಗದರ್ಶಿ": [162, 1184, 245, 1197]
color-bar-swatch: [386, 2332, 415, 2361]
article-tekka-dateline: ಸಂಜೆವಾಣಿ ವಾರ್ತೆ: [1360, 1072, 1426, 1085]
article-pipeline-dateline: ಸಂಜೆವಾಣಿ ವಾರ್ತೆ: [452, 2048, 518, 2061]
court-header-1: IN THE COURT OF THE HON'BLE PRINCIPAL CIVIL JUDGE: [49, 1752, 358, 1764]
cmyk-label-m: M: [683, 1, 691, 12]
edition-text: ಬಳ್ಳಾರಿ ಪುಟ 3 ಶನಿವಾರ 24 ಜನವರಿ: [1211, 46, 1447, 69]
article-bose-title: ಸುಭಾಷ್ ಚಂದ್ರ ಬೋಸ್ ರವರ 129ನೇ ಜನ್ಮದಿನಾಚರಣೆ: [99, 119, 682, 155]
article-kurugodu-dateline: ಸಂಜೆವಾಣಿ ವಾರ್ತೆ: [171, 824, 236, 837]
article-pipeline-title1: ಸಾರ್ವಜನಿಕ ಕೊಳಾಯಿ ಪೈಪ್‌ಲೈನ್: [462, 1979, 699, 2004]
article-powtom-dateline: ಸಂಜೆವಾಣಿ ವಾರ್ತೆ: [1234, 2110, 1300, 2122]
prepress-side-letters-right: [1524, 1189, 1539, 1270]
photo-feb1-meeting: [1056, 906, 1246, 1065]
cmyk-letter-c: C: [4, 1188, 18, 1208]
color-bar-swatch: [202, 2332, 231, 2361]
article-kurugodu-title: ಕುರುಗೋಡು: ಬಾಡಿಗೆ ಕಟ್ಟಡ ಬೇಕಾಗಿದೆ: [65, 797, 342, 822]
black-swatch: [710, 13, 723, 27]
cmyk-label-k: K: [701, 1, 708, 12]
article-feb1-body2: ಪೂರ್ವಭಾವಿ ಸಭೆಯಲ್ಲಿ ಮಾತನಾಡಿದ ಅವರು, ಜಯಂತಿ ಕಾರ್ಯಕ್ರಮದಲ್ಲಿ ಮಡಿವಾಳ ಸಮಾಜದ ಮುಖಂಡರು, ವಿವಿಧ ಸಂಘಟನೆಗಳ ಪದಾಧಿಕಾರಿಗಳು ಹೆಚ್ಚಿನ ಸಂಖ್ಯೆಯಲ್ಲಿ ಭಾಗವಹಿಸುವಂತೆ ಕೋರಿದರು. ಶರಣ ಮಡಿವಾಳ ಮಾಚಿದೇವರ ಜೀವನ, ವಚನ ಸಾಹಿತ್ಯ ಕುರಿತು ಉಪನ್ಯಾಸ ಕಾರ್ಯಕ್ರಮ ಏರ್ಪಡಿಸಲಾಗುವುದು. ಶಾಲಾ ಕಾಲೇಜು ವಿದ್ಯಾರ್ಥಿಗಳಿಗೆ ಪ್ರಬಂಧ ಸ್ಪರ್ಧೆ ನಡೆಸಲಾಗುವುದು ಎಂದರು.: [769, 1072, 1251, 1112]
cmyk-letter-k: K: [1524, 1251, 1537, 1271]
crop-mark: [0, 2356, 13, 2358]
color-bar-swatch: [233, 2332, 261, 2361]
article-powtom-title: ನಾಳೆ ವಿದ್ಯುತ್ ವ್ಯತ್ಯಯ: [1191, 2083, 1342, 2107]
edition-line: [1211, 45, 1516, 72]
article-police-dateline: ಸಂಜೆವಾಣಿ ವಾರ್ತೆ: [548, 948, 613, 961]
prepress-top-swatches: [660, 13, 723, 27]
article-jan31-title2: ನೂತನ ಕಟ್ಟಡದ ಉದ್ಘಾಟನಾ ಕಾರ್ಯಕ್ರಮ: [838, 533, 1170, 561]
article-girls-body-right: ಡಾ.ಎಲ್.ಶಂಕರ್ ನಾಯ್ಕ್ ಮತ್ತು ವೈದ್ಯಾಧಿಕಾರಿಗಳು ಕಾರ್ಯಕ್ರಮದಲ್ಲಿ ಉಪಸ್ಥಿತರಿದ್ದರು. ಶುಶ್ರೂಷಕಿಯರು ಹಾಗೂ ಆಸ್ಪತ್ರೆ ಸಿಬ್ಬಂದಿ ಭಾಗವಹಿಸಿ ಸಂಭ್ರಮಿಸಿದರು.: [1409, 153, 1521, 223]
header-rule-bottom: [21, 79, 1522, 82]
article-feb1-more: ಸಭೆಯಲ್ಲಿ ಅಪರ ಜಿಲ್ಲಾಧಿಕಾರಿ, ಪಾಲಿಕೆ ಆಯುಕ್ತರು, ಸಮಾಜದ ಮುಖಂಡರು ಉಪಸ್ಥಿತರಿದ್ದರು. ಜಯಂತಿ ಅಂಗವಾಗಿ ನಗರದ ಪ್ರಮುಖ ರಸ್ತೆಗಳಲ್ಲಿ ಮೆರವಣಿಗೆ ಸಾಗಲಿದ್ದು, ಸಾರ್ವಜನಿಕರು ಸಹಕರಿಸುವಂತೆ ಮನವಿ ಮಾಡಲಾಗಿದೆ. ವಿವಿಧ ಕಲಾ ತಂಡಗಳು ಮೆರವಣಿಗೆಯಲ್ಲಿ ಪಾಲ್ಗೊಳ್ಳಲಿವೆ. ಜಿಲ್ಲೆಯ ಎಲ್ಲ ತಾಲೂಕು ಕೇಂದ್ರಗಳಲ್ಲಿಯೂ ಜಯಂತಿಯನ್ನು ಸರಳವಾಗಿ ಆಚರಿಸಲು ಸೂಚಿಸಲಾಗಿದೆ. ಕಾರ್ಯಕ್ರಮದ ಯಶಸ್ಸಿಗೆ ವಿವಿಧ ಸಮಿತಿಗಳನ್ನು ರಚಿಸಲಾಗಿದ್ದು, ಅಧಿಕಾರಿಗಳಿಗೆ ಜವಾಬ್ದಾರಿ ವಹಿಸಲಾಗಿದೆ. ಸ್ವಚ್ಛತೆ, ಕುಡಿಯುವ ನೀರು, ವೇದಿಕೆ ವ್ಯವಸ್ಥೆ ಕುರಿತು ಸಭೆಯಲ್ಲಿ ಚರ್ಚಿಸಲಾಯಿತು. ಜಯಂತಿ ದಿನ ಸರ್ಕಾರಿ ಕಚೇರಿಗಳಲ್ಲಿ ಮಾಚಿದೇವರ ಭಾವಚಿತ್ರಕ್ಕೆ ಪುಷ್ಪನಮನ ಸಲ್ಲಿಸಲಾಗುವುದು ಎಂದು ತಿಳಿಸಿದರು. ಮೆರವಣಿಗೆ ಮಾರ್ಗದಲ್ಲಿ ಸೂಕ್ತ ಪೊಲೀಸ್ ಬಂದೋಬಸ್ತ್ ಏರ್ಪಡಿಸಲಾಗುವುದು. ಜಯಂತಿ ಕಾರ್ಯಕ್ರಮದ ಸಿದ್ಧತೆಗಳನ್ನು ಅಧಿಕಾರಿಗಳು ಪರಿಶೀಲಿಸಿದರು. ಸಮಾಜ ಬಾಂಧವರು ಹೆಚ್ಚಿನ ಸಂಖ್ಯೆಯಲ್ಲಿ ಭಾಗವಹಿಸಿ ಕಾರ್ಯಕ್ರಮವನ್ನು ಯಶಸ್ವಿಗೊಳಿಸುವಂತೆ ಜಿಲ್ಲಾಡಳಿತ ಕೋರಿದೆ. ಮಾಚಿದೇವರ ತತ್ವಾದರ್ಶಗಳು ಇಂದಿನ ಸಮಾಜಕ್ಕೆ ದಾರಿದೀಪವಾಗಿವೆ ಎಂದು ಮುಖಂಡರು ಬಣ್ಣಿಸಿದರು. ವಚನ ಗಾಯನ, ಸಾಂಸ್ಕೃತಿಕ ಕಾರ್ಯಕ್ರಮಗಳು ಜಯಂತಿಯ ಪ್ರಮುಖ ಆಕರ್ಷಣೆಯಾಗಲಿವೆ ಎಂದು ತಿಳಿಸಿದರು.: [769, 1248, 999, 1504]
article-cricket-title1: ತಾಲೂಕು ಆಡಳಿತ ನೇತೃತ್ವದಲ್ಲಿ ಸರ್ಕಾರಿ: [1130, 1422, 1403, 1446]
article-kurugodu-body: ಕುರುಗೋಡು, ಜ.23: ಕುರುಗೋಡು ತಾಲೂಕು ಕೇಂದ್ರದಲ್ಲಿ ಹಿಂದುಳಿದ ವರ್ಗಗಳ ಕಲ್ಯಾಣ ಇಲಾಖೆಯ ಮೆಟ್ರಿಕ್ ಪೂರ್ವ ಬಾಲಕರ ವಿದ್ಯಾರ್ಥಿನಿಲಯಕ್ಕೆ ಬಾಡಿಗೆ ಕಟ್ಟಡ ಬೇಕಾಗಿದೆ. ಪಟ್ಟಣದ ವ್ಯಾಪ್ತಿಯಲ್ಲಿ ಸುಸಜ್ಜಿತ ಕಟ್ಟಡ ಹೊಂದಿರುವ ಮಾಲೀಕರು ಇಲಾಖೆಯನ್ನು ಸಂಪರ್ಕಿಸಬಹುದು. ಹೆಚ್ಚಿನ ಮಾಹಿತಿಗೆ ದೂ.ಸಂ.08392-294492ಗೆ ಸಂಪರ್ಕಿಸುವಂತೆ ತಾಲೂಕು ಹಿಂದುಳಿದ ವರ್ಗಗಳ ಕಲ್ಯಾಣಾಧಿಕಾರಿ ಪ್ರಕಟಣೆಯಲ್ಲಿ ತಿಳಿಸಿದ್ದಾರೆ.: [22, 841, 385, 896]
